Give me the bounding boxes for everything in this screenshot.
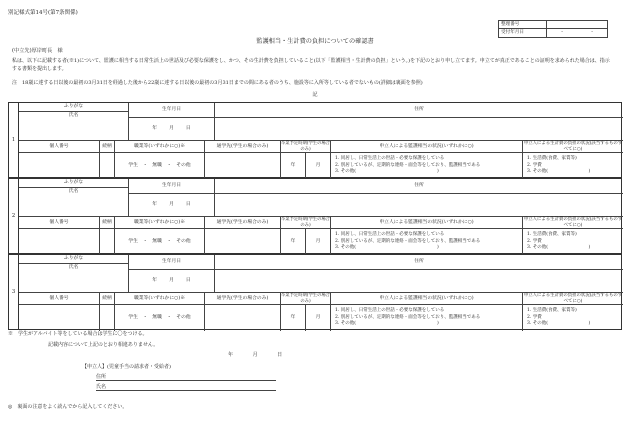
relationship-field[interactable] bbox=[100, 229, 115, 255]
signature-date[interactable]: 年 月 日 bbox=[228, 352, 283, 358]
ki-heading: 記 bbox=[312, 92, 318, 98]
living-cost-options[interactable] bbox=[523, 153, 623, 179]
person-entry-3 bbox=[8, 254, 622, 330]
label-k1: 1. 生活費(食費、家賃等) bbox=[527, 232, 577, 238]
furigana-label bbox=[19, 103, 129, 112]
received-date-field[interactable]: ・ ・ bbox=[559, 30, 595, 36]
label-school: 通学先(学生の場合のみ) bbox=[216, 219, 269, 225]
personal-number-field[interactable] bbox=[19, 305, 100, 331]
label-c2: 2. 別居しているが、定期的な連絡・面会等をしており、監護相当である bbox=[335, 162, 481, 168]
label-cost: 申立人による生計費の負担の状況(該当するものすべてに○) bbox=[523, 293, 623, 304]
label-k3: 3. その他( ) bbox=[527, 245, 591, 251]
label-cost: 申立人による生計費の負担の状況(該当するものすべてに○) bbox=[523, 217, 623, 228]
applicant-address-field[interactable]: 住所 bbox=[96, 374, 276, 381]
label-occ: 職業等(いずれかに○)※ bbox=[133, 295, 186, 301]
relationship-label bbox=[100, 217, 115, 229]
personal-number-field[interactable] bbox=[19, 153, 100, 179]
label-name: 氏名 bbox=[68, 113, 79, 118]
label-name: 氏名 bbox=[68, 265, 79, 270]
applicant-name-field[interactable]: 氏名 bbox=[96, 384, 276, 391]
label-name: 氏名 bbox=[68, 189, 79, 194]
graduation-label bbox=[281, 217, 331, 229]
graduation-month-field[interactable] bbox=[306, 305, 331, 331]
graduation-year-field[interactable] bbox=[281, 305, 306, 331]
label-k3: 3. その他( ) bbox=[527, 321, 591, 327]
graduation-year-field[interactable] bbox=[281, 229, 306, 255]
label-custody: 申立人による監護相当の状況(いずれかに○) bbox=[379, 295, 474, 301]
relationship-field[interactable] bbox=[100, 305, 115, 331]
relationship-label bbox=[100, 293, 115, 305]
occupation-label bbox=[115, 141, 205, 153]
document-title: 監護相当・生計費の負担についての確認書 bbox=[256, 38, 374, 45]
label-c2: 2. 別居しているが、定期的な連絡・面会等をしており、監護相当である bbox=[335, 314, 481, 320]
label-k2: 2. 学費 bbox=[527, 314, 542, 320]
label-c1: 1. 同居し、日常生活上の世話・必要な保護をしている bbox=[335, 232, 445, 238]
school-label bbox=[205, 293, 281, 305]
label-m: 月 bbox=[169, 126, 174, 132]
label-address: 住所 bbox=[414, 183, 424, 189]
custody-status-label bbox=[331, 293, 523, 305]
personal-number-label bbox=[19, 293, 100, 305]
occupation-options[interactable] bbox=[115, 153, 205, 179]
label-school: 通学先(学生の場合のみ) bbox=[216, 295, 269, 301]
label-k1: 1. 生活費(食費、家賃等) bbox=[527, 308, 577, 314]
graduation-label bbox=[281, 293, 331, 305]
label-grad: 卒業予定時期(学生の場合のみ) bbox=[281, 217, 330, 228]
label-c3: 3. その他( ) bbox=[335, 245, 439, 251]
label-rel: 続柄 bbox=[102, 219, 112, 225]
entry-number: 1 bbox=[9, 103, 19, 177]
occupation-label bbox=[115, 293, 205, 305]
address-label bbox=[215, 255, 623, 270]
personal-number-label bbox=[19, 217, 100, 229]
intro-paragraph: 私は、以下に記載する者(※1)について、監護に相当する日常生活上の世話及び必要な保護をし、かつ、その生計費を負担していること(以下「監護相当・生計費の負担」という。)を下記のとおり申し立てます。申立てが真正であることの証明を求められた場合は、指示する書類を提出します。 bbox=[12, 58, 610, 72]
living-cost-options[interactable] bbox=[523, 305, 623, 331]
personal-number-label bbox=[19, 141, 100, 153]
label-furigana: ふりがな bbox=[63, 256, 84, 262]
label-dob: 生年月日 bbox=[161, 259, 182, 265]
age-note: 注 18歳に達する日以後の最初の3月31日を経過した後から22歳に達する日以後の最初の3月31日までの間にある者のうち、施設等に入所等している者でないもの(詳細は裏面を参照) bbox=[12, 80, 423, 86]
dob-label bbox=[129, 255, 215, 270]
label-address: 住所 bbox=[414, 107, 424, 113]
graduation-month-field[interactable] bbox=[306, 153, 331, 179]
label-y: 年 bbox=[152, 126, 158, 132]
custody-status-options[interactable] bbox=[331, 229, 523, 255]
label-k3: 3. その他( ) bbox=[527, 169, 591, 175]
label-d: 日 bbox=[185, 202, 191, 208]
registration-box bbox=[498, 20, 608, 38]
address-field[interactable] bbox=[215, 118, 623, 141]
furigana-label bbox=[19, 255, 129, 264]
confirmation-statement: 記載内容について上記のとおり相違ありません。 bbox=[48, 342, 159, 348]
address-label bbox=[215, 103, 623, 118]
label-k2: 2. 学費 bbox=[527, 238, 542, 244]
personal-number-field[interactable] bbox=[19, 229, 100, 255]
label-ys: 年 bbox=[290, 163, 296, 169]
occupation-label bbox=[115, 217, 205, 229]
dob-field[interactable] bbox=[129, 194, 215, 217]
name-field[interactable] bbox=[19, 188, 129, 217]
label-m: 月 bbox=[169, 202, 174, 208]
school-field[interactable] bbox=[205, 305, 281, 331]
label-school: 通学先(学生の場合のみ) bbox=[216, 143, 269, 149]
label-custody: 申立人による監護相当の状況(いずれかに○) bbox=[379, 143, 474, 149]
entry-number: 3 bbox=[9, 255, 19, 329]
graduation-label bbox=[281, 141, 331, 153]
custody-status-options[interactable] bbox=[331, 305, 523, 331]
label-address: 住所 bbox=[414, 259, 424, 265]
label-d: 日 bbox=[185, 126, 191, 132]
custody-status-label bbox=[331, 217, 523, 229]
label-grad: 卒業予定時期(学生の場合のみ) bbox=[281, 293, 330, 304]
custody-status-label bbox=[331, 141, 523, 153]
label-occ: 職業等(いずれかに○)※ bbox=[133, 219, 186, 225]
label-c1: 1. 同居し、日常生活上の世話・必要な保護をしている bbox=[335, 308, 445, 314]
school-label bbox=[205, 141, 281, 153]
applicant-heading: 【申立人】(児童手当の請求者・受給者) bbox=[82, 364, 171, 370]
label-furigana: ふりがな bbox=[63, 180, 84, 186]
label-d: 日 bbox=[185, 278, 191, 284]
label-y: 年 bbox=[152, 278, 158, 284]
living-cost-label bbox=[523, 293, 623, 305]
graduation-month-field[interactable] bbox=[306, 229, 331, 255]
label-k2: 2. 学費 bbox=[527, 162, 542, 168]
addressee: (中立先)厚岸町長 様 bbox=[12, 48, 63, 54]
dob-label bbox=[129, 179, 215, 194]
school-label bbox=[205, 217, 281, 229]
label-c2: 2. 別居しているが、定期的な連絡・面会等をしており、監護相当である bbox=[335, 238, 481, 244]
address-field[interactable] bbox=[215, 194, 623, 217]
label-m: 月 bbox=[169, 278, 174, 284]
label-c1: 1. 同居し、日常生活上の世話・必要な保護をしている bbox=[335, 156, 445, 162]
label-occ: 職業等(いずれかに○)※ bbox=[133, 143, 186, 149]
dob-field[interactable] bbox=[129, 270, 215, 293]
label-y: 年 bbox=[152, 202, 158, 208]
dob-label bbox=[129, 103, 215, 118]
label-pn: 個人番号 bbox=[49, 219, 69, 225]
occupation-options[interactable] bbox=[115, 305, 205, 331]
label-occopt: 学生 ・ 無職 ・ その他 bbox=[128, 163, 191, 169]
label-dob: 生年月日 bbox=[161, 183, 182, 189]
label-k1: 1. 生活費(食費、家賃等) bbox=[527, 156, 577, 162]
occupation-options[interactable] bbox=[115, 229, 205, 255]
name-field[interactable] bbox=[19, 264, 129, 293]
school-field[interactable] bbox=[205, 153, 281, 179]
label-ys: 年 bbox=[290, 315, 296, 321]
living-cost-options[interactable] bbox=[523, 229, 623, 255]
person-entry-2 bbox=[8, 178, 622, 254]
address-field[interactable] bbox=[215, 270, 623, 293]
label-ms: 月 bbox=[315, 239, 321, 245]
graduation-year-field[interactable] bbox=[281, 153, 306, 179]
final-instruction: ◎ 裏面の注意をよく読んでから記入してください。 bbox=[8, 404, 128, 410]
label-grad: 卒業予定時期(学生の場合のみ) bbox=[281, 141, 330, 152]
person-entry-1 bbox=[8, 102, 622, 178]
label-occopt: 学生 ・ 無職 ・ その他 bbox=[128, 315, 191, 321]
label-occopt: 学生 ・ 無職 ・ その他 bbox=[128, 239, 191, 245]
name-field[interactable] bbox=[19, 112, 129, 141]
student-note: ※ 学生がアルバイト等をしている場合は学生に〇をつける。 bbox=[8, 331, 148, 337]
furigana-label bbox=[19, 179, 129, 188]
custody-status-options[interactable] bbox=[331, 153, 523, 179]
relationship-field[interactable] bbox=[100, 153, 115, 179]
label-c3: 3. その他( ) bbox=[335, 321, 439, 327]
living-cost-label bbox=[523, 217, 623, 229]
entry-number: 2 bbox=[9, 179, 19, 253]
form-number: 別記様式第14号(第7条関係) bbox=[8, 10, 78, 16]
living-cost-label bbox=[523, 141, 623, 153]
label-c3: 3. その他( ) bbox=[335, 169, 439, 175]
dob-field[interactable] bbox=[129, 118, 215, 141]
reg-number-label: 整理番号 bbox=[499, 21, 547, 28]
label-custody: 申立人による監護相当の状況(いずれかに○) bbox=[379, 219, 474, 225]
received-date-label: 受付年月日 bbox=[499, 29, 547, 37]
school-field[interactable] bbox=[205, 229, 281, 255]
label-pn: 個人番号 bbox=[49, 295, 69, 301]
label-pn: 個人番号 bbox=[49, 143, 69, 149]
label-ys: 年 bbox=[290, 239, 296, 245]
label-ms: 月 bbox=[315, 315, 321, 321]
label-furigana: ふりがな bbox=[63, 104, 84, 110]
relationship-label bbox=[100, 141, 115, 153]
label-rel: 続柄 bbox=[102, 143, 112, 149]
label-cost: 申立人による生計費の負担の状況(該当するものすべてに○) bbox=[523, 141, 623, 152]
address-label bbox=[215, 179, 623, 194]
label-rel: 続柄 bbox=[102, 295, 112, 301]
label-ms: 月 bbox=[315, 163, 321, 169]
label-dob: 生年月日 bbox=[161, 107, 182, 113]
